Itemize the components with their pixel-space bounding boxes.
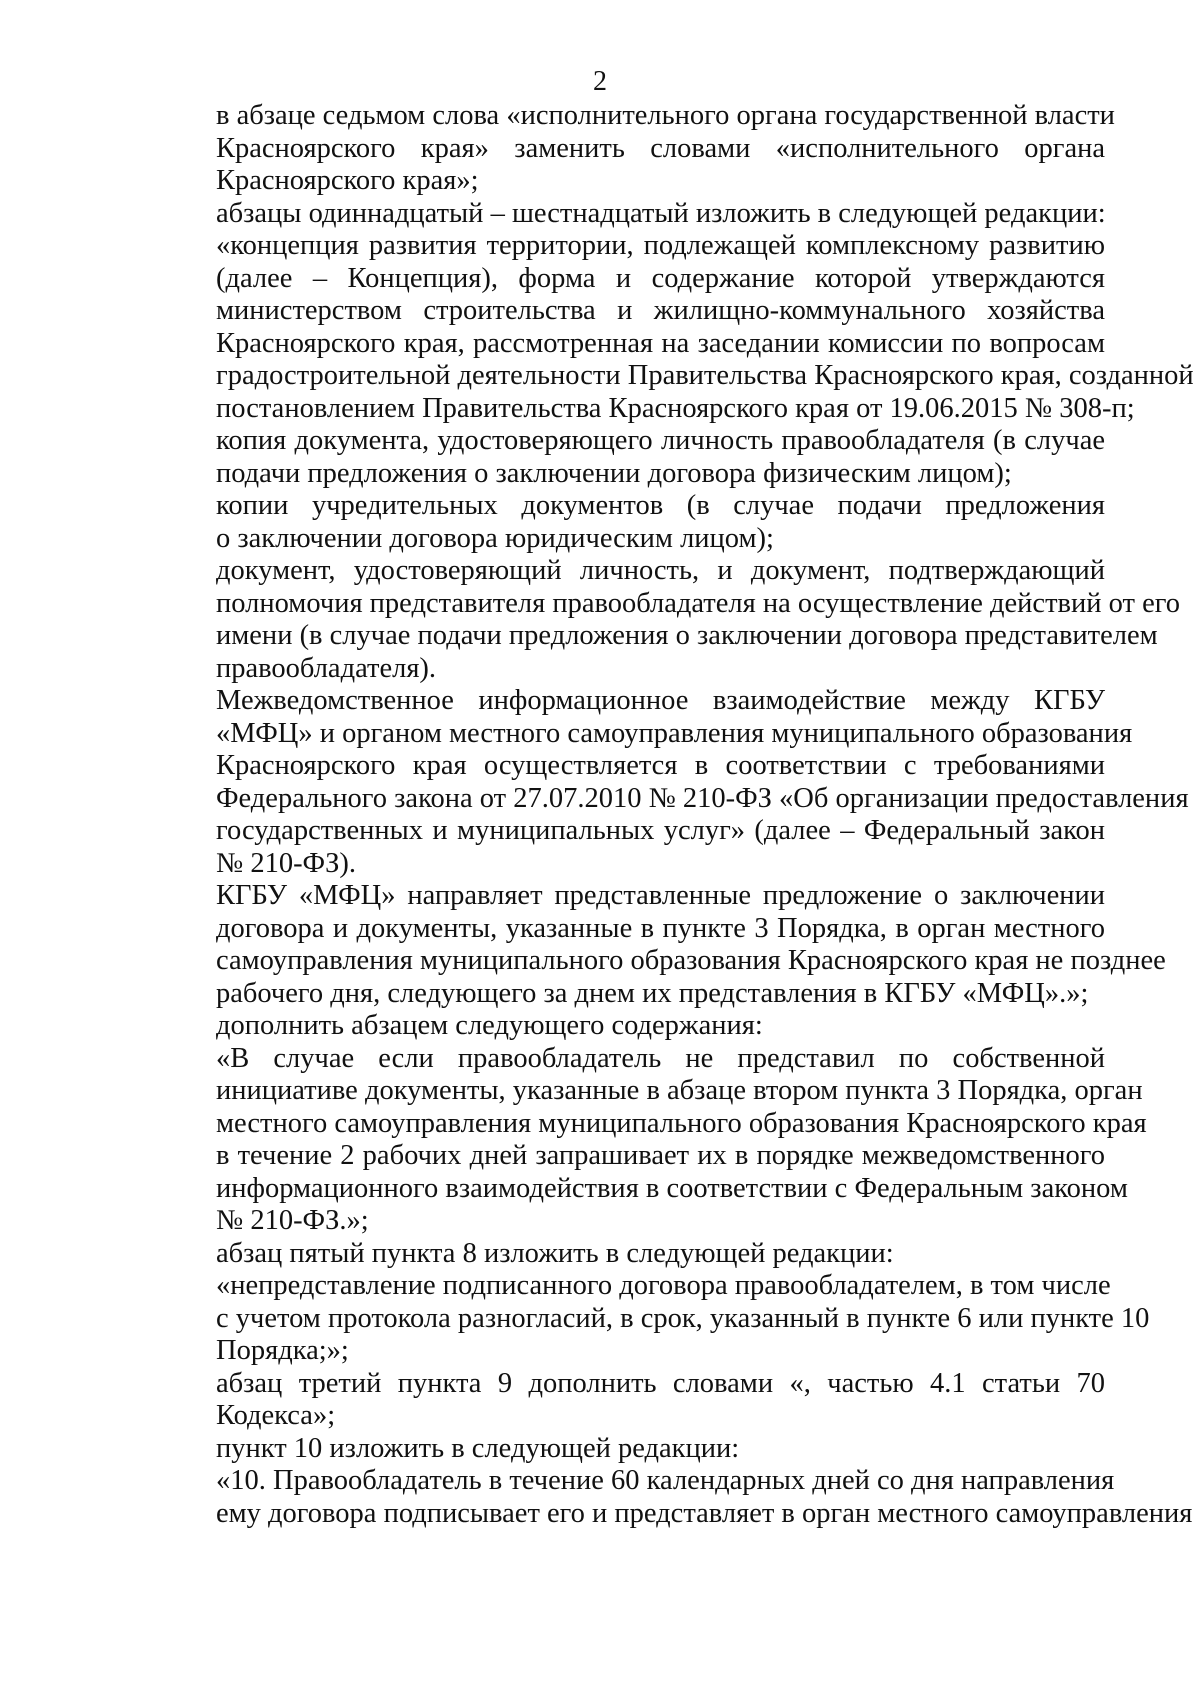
text-line: «непредставление подписанного договора правообладателем, в том числе bbox=[216, 1270, 1111, 1301]
text-line: Красноярского края» заменить словами «исполнительного органа bbox=[216, 132, 1105, 164]
text-line: министерством строительства и жилищно-коммунального хозяйства bbox=[216, 295, 1105, 326]
text-line: «МФЦ» и органом местного самоуправления муниципального образования bbox=[216, 717, 1133, 749]
paragraph bbox=[148, 100, 1115, 198]
text-line: Кодекса»; bbox=[216, 1400, 336, 1431]
text-line: ему договора подписывает его и представляет в орган местного самоуправления bbox=[216, 1497, 1193, 1529]
text-line: абзац третий пункта 9 дополнить словами «, частью 4.1 статьи 70 bbox=[216, 1367, 1105, 1399]
paragraph bbox=[148, 1010, 1105, 1043]
page-number: 2 bbox=[593, 66, 607, 97]
text-line: градостроительной деятельности Правительства Красноярского края, созданной bbox=[216, 360, 1194, 391]
text-line: полномочия представителя правообладателя на осуществление действий от его bbox=[216, 587, 1180, 619]
text-line: в течение 2 рабочих дней запрашивает их в порядке межведомственного bbox=[216, 1140, 1105, 1171]
text-line: копия документа, удостоверяющего личность правообладателя (в случае bbox=[216, 425, 1105, 456]
text-line: пункт 10 изложить в следующей редакции: bbox=[216, 1432, 740, 1464]
text-line: Красноярского края осуществляется в соответствии с требованиями bbox=[216, 750, 1105, 781]
text-line: местного самоуправления муниципального образования Красноярского края bbox=[216, 1107, 1147, 1139]
text-line: инициативе документы, указанные в абзаце втором пункта 3 Порядка, орган bbox=[216, 1075, 1143, 1106]
text-line: договора и документы, указанные в пункте 3 Порядка, в орган местного bbox=[216, 912, 1105, 944]
text-line: рабочего дня, следующего за днем их представления в КГБУ «МФЦ».»; bbox=[216, 977, 1089, 1009]
paragraph bbox=[148, 1465, 1193, 1530]
text-line: Порядка;»; bbox=[216, 1335, 349, 1366]
text-line: абзац пятый пункта 8 изложить в следующей редакции: bbox=[216, 1237, 894, 1269]
text-line: Федерального закона от 27.07.2010 № 210-ФЗ «Об организации предоставления bbox=[216, 782, 1189, 814]
text-line: абзацы одиннадцатый – шестнадцатый изложить в следующей редакции: bbox=[216, 197, 1106, 229]
text-line: «10. Правообладатель в течение 60 календарных дней со дня направления bbox=[216, 1465, 1115, 1496]
text-line: самоуправления муниципального образования Красноярского края не позднее bbox=[216, 945, 1166, 976]
text-line: № 210-ФЗ). bbox=[216, 847, 356, 879]
text-line: Красноярского края, рассмотренная на заседании комиссии по вопросам bbox=[216, 327, 1105, 359]
text-line: КГБУ «МФЦ» направляет представленные предложение о заключении bbox=[216, 880, 1105, 911]
text-line: имени (в случае подачи предложения о заключении договора представителем bbox=[216, 620, 1158, 651]
text-line: дополнить абзацем следующего содержания: bbox=[216, 1010, 763, 1041]
text-line: в абзаце седьмом слова «исполнительного органа государственной власти bbox=[216, 100, 1115, 131]
text-line: копии учредительных документов (в случае подачи предложения bbox=[216, 490, 1105, 521]
text-line: постановлением Правительства Красноярского края от 19.06.2015 № 308-п; bbox=[216, 392, 1135, 424]
text-line: информационного взаимодействия в соответствии с Федеральным законом bbox=[216, 1172, 1128, 1204]
text-line: государственных и муниципальных услуг» (далее – Федеральный закон bbox=[216, 815, 1105, 846]
text-line: подачи предложения о заключении договора физическим лицом); bbox=[216, 457, 1012, 489]
paragraph bbox=[148, 555, 1180, 685]
paragraph bbox=[148, 198, 1105, 231]
paragraph bbox=[148, 1270, 1150, 1368]
paragraph bbox=[148, 425, 1105, 490]
text-line: правообладателя). bbox=[216, 652, 437, 684]
text-line: о заключении договора юридическим лицом); bbox=[216, 522, 774, 554]
paragraph bbox=[148, 1433, 1105, 1466]
text-line: документ, удостоверяющий личность, и документ, подтверждающий bbox=[216, 555, 1105, 586]
document-body bbox=[148, 100, 1194, 1530]
paragraph bbox=[148, 685, 1189, 880]
paragraph bbox=[148, 490, 1105, 555]
paragraph bbox=[148, 880, 1166, 1010]
text-line: «В случае если правообладатель не представил по собственной bbox=[216, 1042, 1105, 1074]
text-line: Красноярского края»; bbox=[216, 165, 479, 196]
paragraph bbox=[148, 1368, 1105, 1433]
text-line: «концепция развития территории, подлежащей комплексному развитию bbox=[216, 230, 1105, 261]
paragraph bbox=[148, 1238, 1105, 1271]
text-line: № 210-ФЗ.»; bbox=[216, 1205, 369, 1236]
text-line: с учетом протокола разногласий, в срок, указанный в пункте 6 или пункте 10 bbox=[216, 1302, 1150, 1334]
paragraph bbox=[148, 1042, 1147, 1238]
text-line: (далее – Концепция), форма и содержание которой утверждаются bbox=[216, 262, 1105, 294]
text-line: Межведомственное информационное взаимодействие между КГБУ bbox=[216, 685, 1105, 716]
paragraph bbox=[148, 230, 1194, 425]
